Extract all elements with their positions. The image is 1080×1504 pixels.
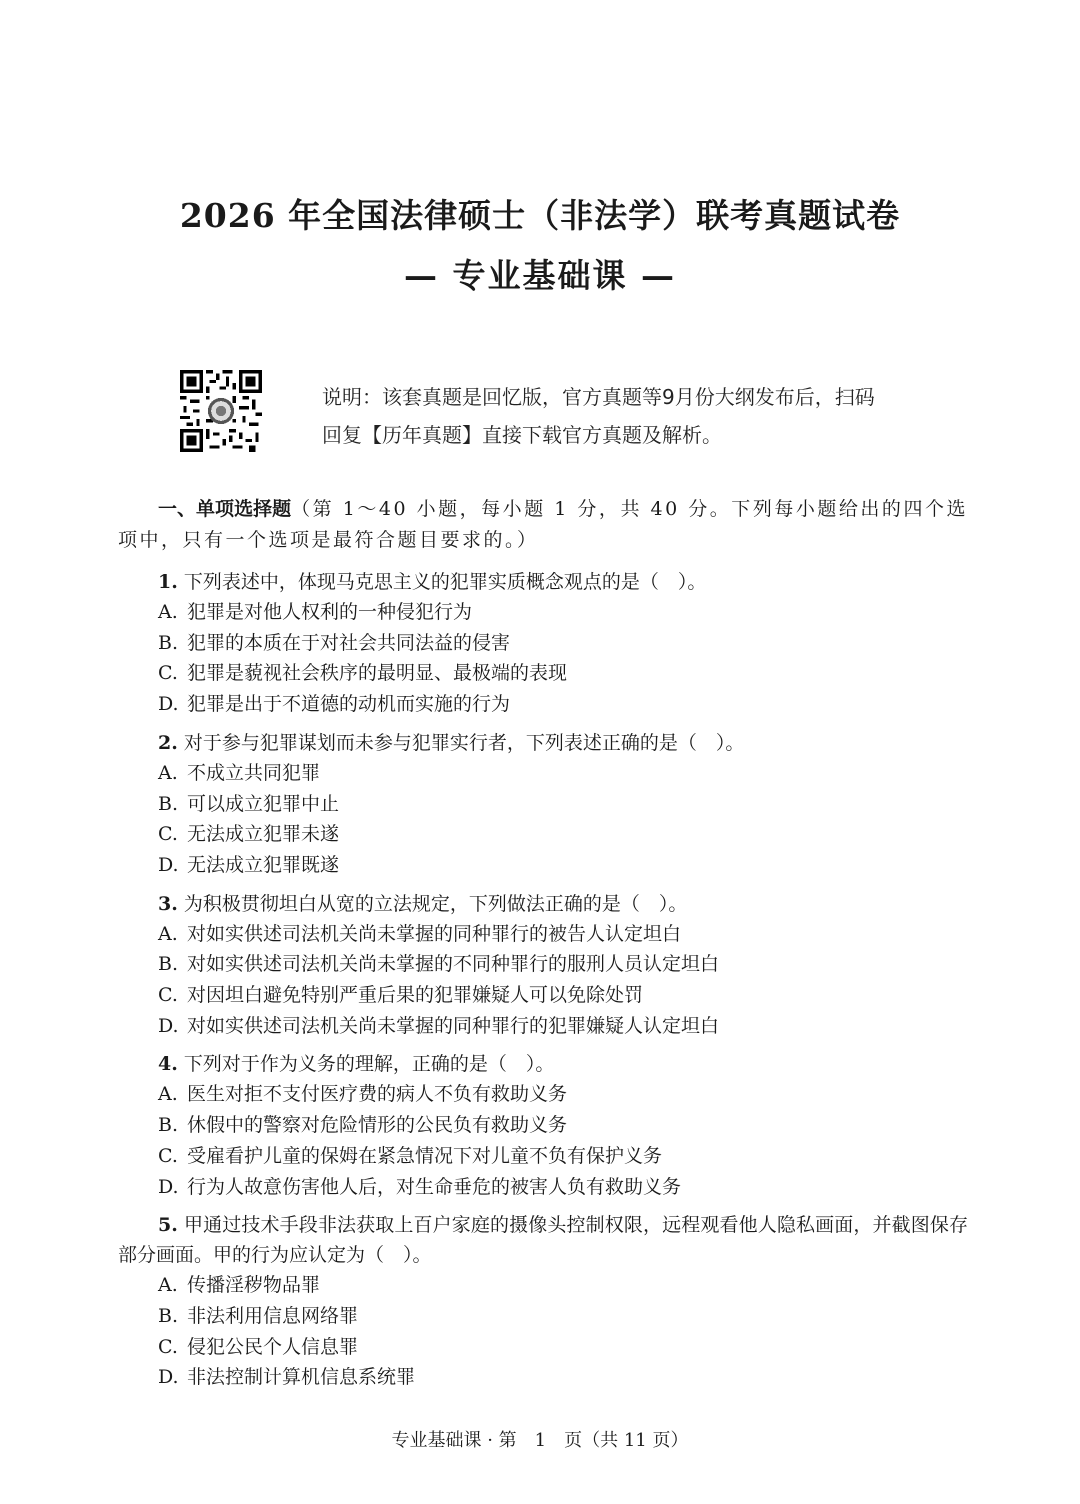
- option-c: [118, 980, 968, 1011]
- question-text: 下列表述中，体现马克思主义的犯罪实质概念观点的是（ ）。: [183, 571, 707, 593]
- question-text: 下列对于作为义务的理解，正确的是（ ）。: [183, 1053, 555, 1076]
- option-letter: D.: [158, 1366, 179, 1389]
- option-letter: B.: [158, 1114, 179, 1137]
- question-number: 4.: [158, 1053, 178, 1076]
- option-text: 犯罪是对他人权利的一种侵犯行为: [187, 601, 473, 623]
- option-text: 无法成立犯罪未遂: [187, 823, 340, 846]
- question-stem: [118, 1049, 968, 1079]
- option-text: 犯罪是藐视社会秩序的最明显、最极端的表现: [187, 662, 568, 685]
- option-d: [118, 850, 968, 881]
- option-letter: C.: [158, 823, 178, 846]
- option-letter: C.: [158, 1335, 178, 1358]
- qr-code-icon: [180, 370, 262, 452]
- option-c: [118, 1332, 968, 1363]
- option-letter: D.: [158, 693, 179, 716]
- notice-line-2: 回复【历年真题】直接下载官方真题及解析。: [322, 423, 722, 447]
- option-letter: A.: [158, 601, 178, 623]
- question-number: 3.: [158, 892, 178, 915]
- option-b: [118, 1301, 968, 1332]
- question-text: 对于参与犯罪谋划而未参与犯罪实行者，下列表述正确的是（ ）。: [183, 731, 745, 754]
- option-text: 受雇看护儿童的保姆在紧急情况下对儿童不负有保护义务: [187, 1144, 663, 1167]
- option-text: 侵犯公民个人信息罪: [187, 1335, 359, 1358]
- option-a: [118, 758, 968, 789]
- notice: [322, 378, 942, 454]
- option-letter: A.: [158, 1274, 178, 1297]
- option-d: [118, 689, 968, 720]
- option-c: [118, 1141, 968, 1172]
- option-a: [118, 919, 968, 950]
- option-letter: B.: [158, 631, 179, 654]
- option-d: [118, 1172, 968, 1203]
- option-b: [118, 1110, 968, 1141]
- option-letter: A.: [158, 1083, 178, 1106]
- page-title: 2026 年全国法律硕士（非法学）联考真题试卷: [179, 196, 901, 235]
- exam-content: [118, 494, 968, 1401]
- option-text: 非法利用信息网络罪: [187, 1304, 359, 1327]
- option-letter: B.: [158, 792, 179, 815]
- option-d: [118, 1011, 968, 1042]
- question-3: [118, 889, 968, 1042]
- option-text: 对如实供述司法机关尚未掌握的同种罪行的犯罪嫌疑人认定坦白: [187, 1014, 720, 1037]
- option-text: 犯罪是出于不道德的动机而实施的行为: [187, 693, 511, 716]
- option-c: [118, 658, 968, 689]
- question-5: [118, 1210, 968, 1393]
- option-c: [118, 819, 968, 850]
- option-letter: D.: [158, 1175, 179, 1198]
- option-b: [118, 949, 968, 980]
- question-4: [118, 1049, 968, 1202]
- question-text: 甲通过技术手段非法获取上百户家庭的摄像头控制权限，远程观看他人隐私画面，并截图保存部分画面。甲的行为应认定为（ ）。: [118, 1214, 968, 1267]
- page-subtitle: — 专业基础课 —: [404, 256, 676, 295]
- option-letter: B.: [158, 953, 179, 976]
- option-letter: C.: [158, 662, 178, 685]
- option-b: [118, 628, 968, 659]
- notice-line-1: 说明：该套真题是回忆版，官方真题等9月份大纲发布后，扫码: [322, 385, 875, 409]
- question-2: [118, 728, 968, 881]
- question-stem: [118, 1210, 968, 1270]
- option-text: 休假中的警察对危险情形的公民负有救助义务: [187, 1114, 568, 1137]
- question-1: [118, 567, 968, 720]
- option-letter: C.: [158, 984, 178, 1007]
- option-a: [118, 1079, 968, 1110]
- question-number: 5.: [158, 1214, 178, 1237]
- question-stem: [118, 728, 968, 758]
- option-letter: C.: [158, 1144, 178, 1167]
- option-text: 传播淫秽物品罪: [187, 1274, 321, 1297]
- option-text: 行为人故意伤害他人后，对生命垂危的被害人负有救助义务: [187, 1175, 682, 1198]
- option-text: 可以成立犯罪中止: [187, 792, 340, 815]
- option-letter: B.: [158, 1304, 179, 1327]
- option-d: [118, 1362, 968, 1393]
- option-text: 对如实供述司法机关尚未掌握的同种罪行的被告人认定坦白: [187, 922, 682, 945]
- question-stem: [118, 567, 968, 597]
- question-stem: [118, 889, 968, 919]
- question-number: 1.: [158, 571, 178, 593]
- section-title: 一、单项选择题: [158, 498, 292, 520]
- option-text: 对如实供述司法机关尚未掌握的不同种罪行的服刑人员认定坦白: [187, 953, 720, 976]
- option-text: 无法成立犯罪既遂: [187, 853, 340, 876]
- option-text: 不成立共同犯罪: [187, 761, 321, 784]
- section-description: （第 1～40 小题，每小题 1 分，共 40 分。下列每小题给出的四个选项中，只有一个选项是最符合题目要求的。）: [118, 498, 968, 551]
- section-header: [118, 494, 968, 556]
- page-footer: 专业基础课 · 第 1 页（共 11 页）: [391, 1430, 689, 1451]
- option-text: 对因坦白避免特别严重后果的犯罪嫌疑人可以免除处罚: [187, 984, 644, 1007]
- option-letter: A.: [158, 922, 178, 945]
- option-a: [118, 597, 968, 628]
- option-b: [118, 789, 968, 820]
- option-text: 非法控制计算机信息系统罪: [187, 1366, 416, 1389]
- option-letter: A.: [158, 761, 178, 784]
- option-letter: D.: [158, 1014, 179, 1037]
- question-list: [118, 567, 968, 1393]
- option-text: 犯罪的本质在于对社会共同法益的侵害: [187, 631, 511, 654]
- option-text: 医生对拒不支付医疗费的病人不负有救助义务: [187, 1083, 568, 1106]
- option-a: [118, 1270, 968, 1301]
- option-letter: D.: [158, 853, 179, 876]
- question-number: 2.: [158, 731, 178, 754]
- question-text: 为积极贯彻坦白从宽的立法规定，下列做法正确的是（ ）。: [183, 892, 688, 915]
